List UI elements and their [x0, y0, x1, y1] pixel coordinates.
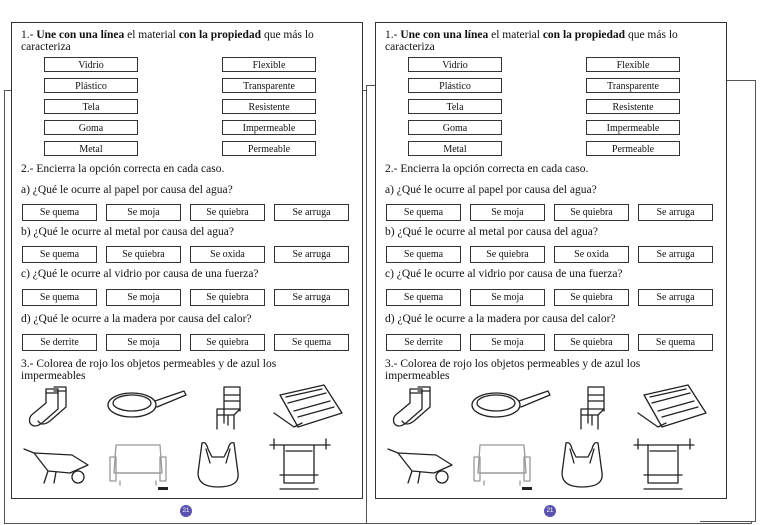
answer-option[interactable]: Se quiebra [106, 246, 181, 263]
answer-option[interactable]: Se quema [22, 289, 97, 306]
armchair-icon[interactable] [110, 445, 168, 490]
material-box[interactable]: Metal [44, 141, 138, 156]
material-box[interactable]: Tela [408, 99, 502, 114]
answer-option[interactable]: Se arruga [638, 246, 713, 263]
answer-option[interactable]: Se quiebra [554, 204, 629, 221]
worksheet-page-right [375, 22, 727, 514]
material-box[interactable]: Goma [44, 120, 138, 135]
answer-option[interactable]: Se quiebra [554, 334, 629, 351]
property-box[interactable]: Flexible [586, 57, 680, 72]
q1-title: 1.- Une con una línea el material con la propiedad que más lo caracteriza [21, 29, 314, 53]
material-box[interactable]: Metal [408, 141, 502, 156]
answer-option[interactable]: Se arruga [638, 289, 713, 306]
objects-illustration [376, 383, 728, 500]
q2-question: a) ¿Qué le ocurre al papel por causa del agua? [21, 184, 233, 196]
towel-icon[interactable] [634, 439, 694, 489]
frying-pan-icon[interactable] [108, 391, 186, 417]
towel-icon[interactable] [270, 439, 330, 489]
answer-option[interactable]: Se derrite [386, 334, 461, 351]
property-box[interactable]: Resistente [586, 99, 680, 114]
socks-icon[interactable] [394, 387, 431, 426]
answer-option[interactable]: Se arruga [274, 246, 349, 263]
newspaper-icon[interactable] [274, 385, 342, 427]
q2-question: a) ¿Qué le ocurre al papel por causa del agua? [385, 184, 597, 196]
answer-option[interactable]: Se arruga [274, 289, 349, 306]
worksheet-page-left [11, 22, 363, 514]
answer-option[interactable]: Se oxida [554, 246, 629, 263]
material-box[interactable]: Plástico [44, 78, 138, 93]
newspaper-icon[interactable] [638, 385, 706, 427]
q2-title: 2.- Encierra la opción correcta en cada caso. [21, 163, 225, 175]
q2-question: b) ¿Qué le ocurre al metal por causa del agua? [385, 226, 598, 238]
answer-option[interactable]: Se arruga [274, 204, 349, 221]
answer-option[interactable]: Se arruga [638, 204, 713, 221]
answer-option[interactable]: Se quema [386, 204, 461, 221]
answer-option[interactable]: Se moja [470, 334, 545, 351]
chair-icon[interactable] [217, 387, 240, 429]
property-box[interactable]: Transparente [586, 78, 680, 93]
q2-question: c) ¿Qué le ocurre al vidrio por causa de una fuerza? [21, 268, 259, 280]
material-box[interactable]: Vidrio [408, 57, 502, 72]
socks-icon[interactable] [30, 387, 67, 426]
material-box[interactable]: Goma [408, 120, 502, 135]
answer-option[interactable]: Se quiebra [190, 289, 265, 306]
plastic-bag-icon[interactable] [562, 443, 602, 487]
property-box[interactable]: Resistente [222, 99, 316, 114]
answer-option[interactable]: Se quiebra [470, 246, 545, 263]
property-box[interactable]: Impermeable [586, 120, 680, 135]
property-box[interactable]: Impermeable [222, 120, 316, 135]
wheelbarrow-icon[interactable] [388, 449, 452, 483]
answer-option[interactable]: Se moja [470, 289, 545, 306]
q2-title: 2.- Encierra la opción correcta en cada caso. [385, 163, 589, 175]
frying-pan-icon[interactable] [472, 391, 550, 417]
answer-option[interactable]: Se derrite [22, 334, 97, 351]
page-number-badge: 21 [544, 505, 556, 517]
answer-option[interactable]: Se quiebra [190, 204, 265, 221]
armchair-icon[interactable] [474, 445, 532, 490]
property-box[interactable]: Permeable [222, 141, 316, 156]
answer-option[interactable]: Se moja [106, 204, 181, 221]
property-box[interactable]: Permeable [586, 141, 680, 156]
answer-option[interactable]: Se moja [470, 204, 545, 221]
material-box[interactable]: Tela [44, 99, 138, 114]
material-box[interactable]: Vidrio [44, 57, 138, 72]
answer-option[interactable]: Se quema [22, 246, 97, 263]
answer-option[interactable]: Se quema [638, 334, 713, 351]
q3-title: 3.- Colorea de rojo los objetos permeables y de azul los impermeables [385, 358, 641, 382]
q2-question: d) ¿Qué le ocurre a la madera por causa del calor? [385, 313, 616, 325]
answer-option[interactable]: Se oxida [190, 246, 265, 263]
wheelbarrow-icon[interactable] [24, 449, 88, 483]
q3-title: 3.- Colorea de rojo los objetos permeables y de azul los impermeables [21, 358, 277, 382]
page-number-badge: 21 [180, 505, 192, 517]
property-box[interactable]: Transparente [222, 78, 316, 93]
q1-title: 1.- Une con una línea el material con la propiedad que más lo caracteriza [385, 29, 678, 53]
answer-option[interactable]: Se quema [22, 204, 97, 221]
answer-option[interactable]: Se quema [274, 334, 349, 351]
answer-option[interactable]: Se quema [386, 246, 461, 263]
q2-question: d) ¿Qué le ocurre a la madera por causa del calor? [21, 313, 252, 325]
plastic-bag-icon[interactable] [198, 443, 238, 487]
answer-option[interactable]: Se quema [386, 289, 461, 306]
answer-option[interactable]: Se quiebra [190, 334, 265, 351]
q2-question: c) ¿Qué le ocurre al vidrio por causa de una fuerza? [385, 268, 623, 280]
answer-option[interactable]: Se moja [106, 334, 181, 351]
chair-icon[interactable] [581, 387, 604, 429]
material-box[interactable]: Plástico [408, 78, 502, 93]
answer-option[interactable]: Se quiebra [554, 289, 629, 306]
property-box[interactable]: Flexible [222, 57, 316, 72]
objects-illustration [12, 383, 364, 500]
q2-question: b) ¿Qué le ocurre al metal por causa del agua? [21, 226, 234, 238]
answer-option[interactable]: Se moja [106, 289, 181, 306]
